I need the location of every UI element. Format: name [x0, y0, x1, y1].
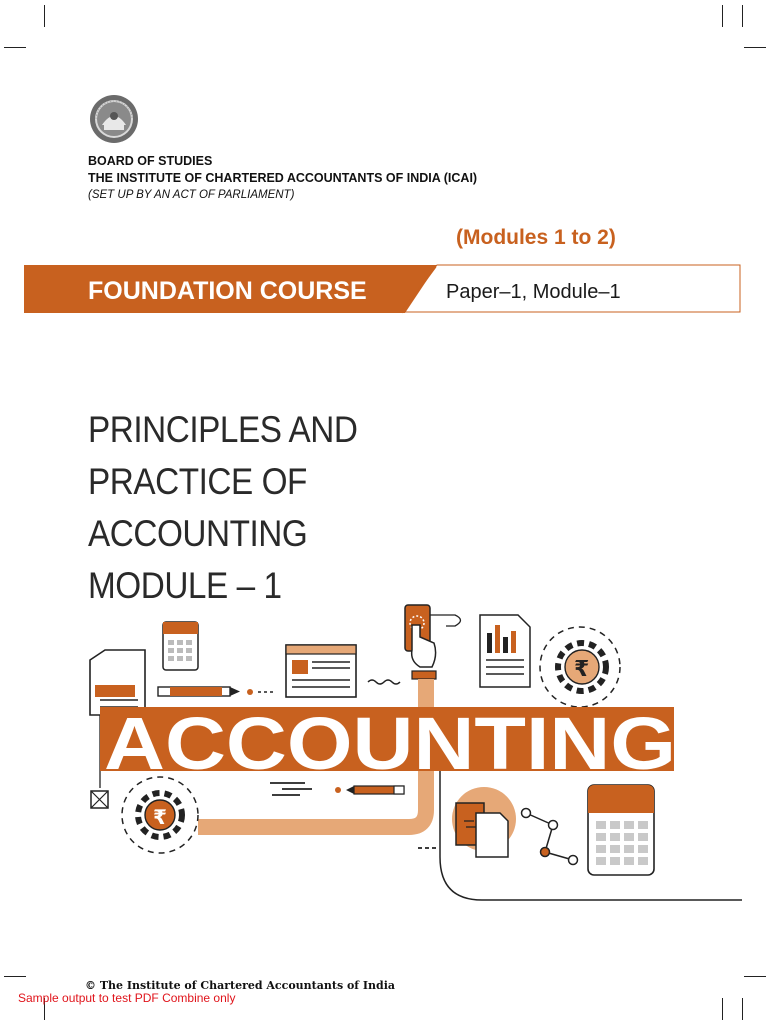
accounting-illustration	[0, 595, 768, 910]
accounting-headline: ACCOUNTING	[104, 702, 676, 785]
document-exchange-icon	[452, 787, 516, 857]
course-banner	[24, 262, 744, 316]
modules-label: (Modules 1 to 2)	[456, 226, 616, 249]
sample-note: Sample output to test PDF Combine only	[18, 991, 236, 1005]
calculator-icon	[163, 622, 198, 670]
bar-chart-report-icon	[480, 615, 530, 687]
title-line-4: MODULE – 1	[88, 565, 282, 606]
rupee-gear-left-icon	[122, 777, 198, 853]
smartphone-hand-icon	[405, 605, 461, 679]
pencil-icon	[158, 687, 276, 696]
rupee-gear-icon	[540, 627, 620, 707]
board-line: BOARD OF STUDIES	[88, 154, 213, 168]
paper-label: Paper–1, Module–1	[446, 281, 621, 303]
header-block	[88, 153, 477, 204]
icai-logo	[88, 93, 140, 145]
book-title	[88, 404, 357, 612]
pen-icon	[335, 786, 404, 794]
browser-window-icon	[286, 645, 356, 697]
rupee-symbol-right: ₹	[574, 657, 590, 682]
title-line-2: PRACTICE OF	[88, 461, 307, 502]
title-line-3: ACCOUNTING	[88, 513, 308, 554]
rupee-symbol-left: ₹	[153, 805, 167, 829]
act-line: (SET UP BY AN ACT OF PARLIAMENT)	[88, 189, 295, 201]
course-title: FOUNDATION COURSE	[88, 277, 367, 305]
copyright-footer: © The Institute of Chartered Accountants of India	[85, 979, 396, 992]
title-line-1: PRINCIPLES AND	[88, 409, 358, 450]
network-nodes-icon	[522, 809, 578, 865]
large-calculator-icon	[588, 785, 654, 875]
institute-line: THE INSTITUTE OF CHARTERED ACCOUNTANTS OF INDIA (ICAI)	[88, 171, 478, 185]
checkbox-icon	[91, 791, 108, 808]
